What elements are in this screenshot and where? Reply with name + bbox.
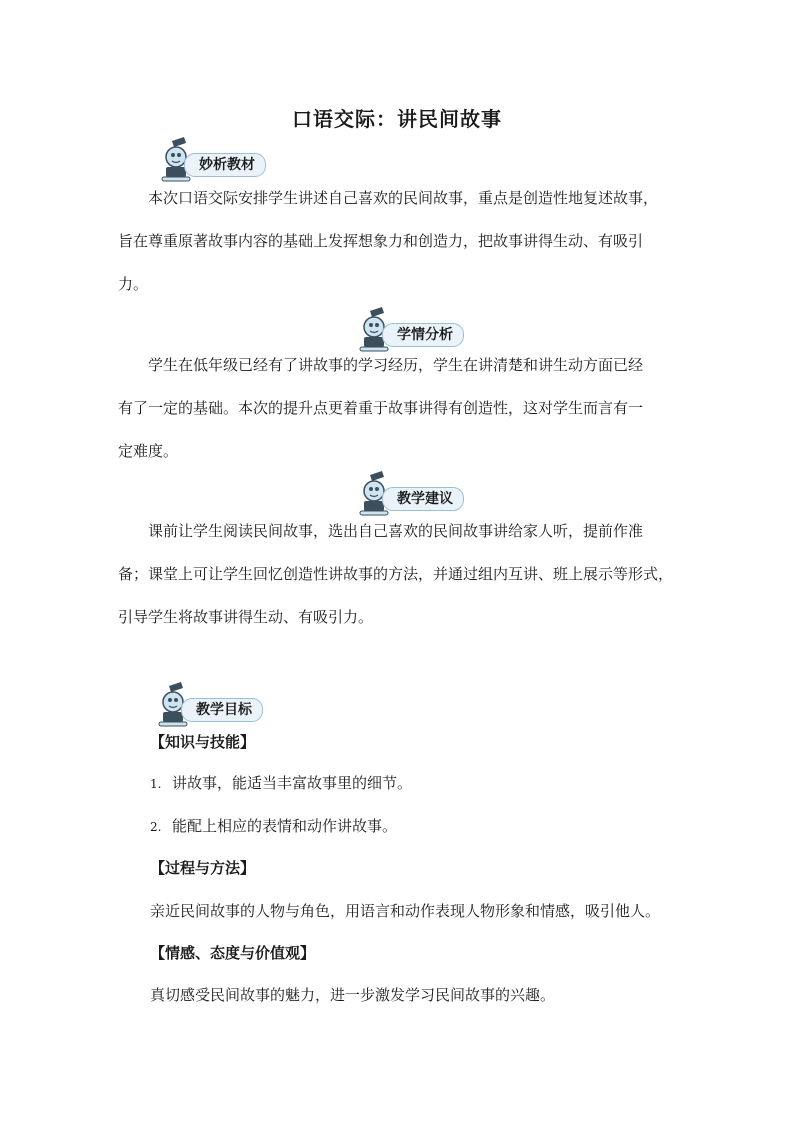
list-item <box>150 772 412 795</box>
list-item-text: 能配上相应的表情和动作讲故事。 <box>172 817 398 835</box>
list-item-number: 1. <box>150 777 162 791</box>
paragraph-line: 旨在尊重原著故事内容的基础上发挥想象力和创造力，把故事讲得生动、有吸引 <box>118 232 644 250</box>
paragraph-line: 引导学生将故事讲得生动、有吸引力。 <box>118 608 374 626</box>
emotion-text: 真切感受民间故事的魅力，进一步激发学习民间故事的兴趣。 <box>150 986 556 1004</box>
process-heading: 【过程与方法】 <box>150 859 256 877</box>
page-title: 口语交际：讲民间故事 <box>292 107 502 131</box>
list-item-number: 2. <box>150 820 162 834</box>
emotion-heading: 【情感、态度与价值观】 <box>150 944 316 962</box>
process-text: 亲近民间故事的人物与角色，用语言和动作表现人物形象和情感，吸引他人。 <box>150 902 661 920</box>
paragraph-line: 课前让学生阅读民间故事，选出自己喜欢的民间故事讲给家人听，提前作准 <box>148 522 644 540</box>
paragraph-line: 学生在低年级已经有了讲故事的学习经历，学生在讲清楚和讲生动方面已经 <box>148 356 644 374</box>
badge-label: 教学建议 <box>382 487 464 511</box>
paragraph-line: 本次口语交际安排学生讲述自己喜欢的民间故事，重点是创造性地复述故事， <box>148 189 659 207</box>
badge-label: 学情分析 <box>382 323 464 347</box>
list-item <box>150 815 397 838</box>
textbook-paragraph <box>118 177 688 306</box>
knowledge-heading: 【知识与技能】 <box>150 733 256 751</box>
paragraph-line: 有了一定的基础。本次的提升点更着重于故事讲得有创造性，这对学生而言有一 <box>118 399 644 417</box>
analysis-paragraph <box>118 344 688 473</box>
badge-label: 教学目标 <box>181 698 263 722</box>
badge-label: 妙析教材 <box>184 153 266 177</box>
paragraph-line: 备；课堂上可让学生回忆创造性讲故事的方法，并通过组内互讲、班上展示等形式， <box>118 565 674 583</box>
paragraph-line: 定难度。 <box>118 442 179 460</box>
suggestion-paragraph <box>118 510 688 639</box>
list-item-text: 讲故事，能适当丰富故事里的细节。 <box>172 774 413 792</box>
paragraph-line: 力。 <box>118 275 149 293</box>
